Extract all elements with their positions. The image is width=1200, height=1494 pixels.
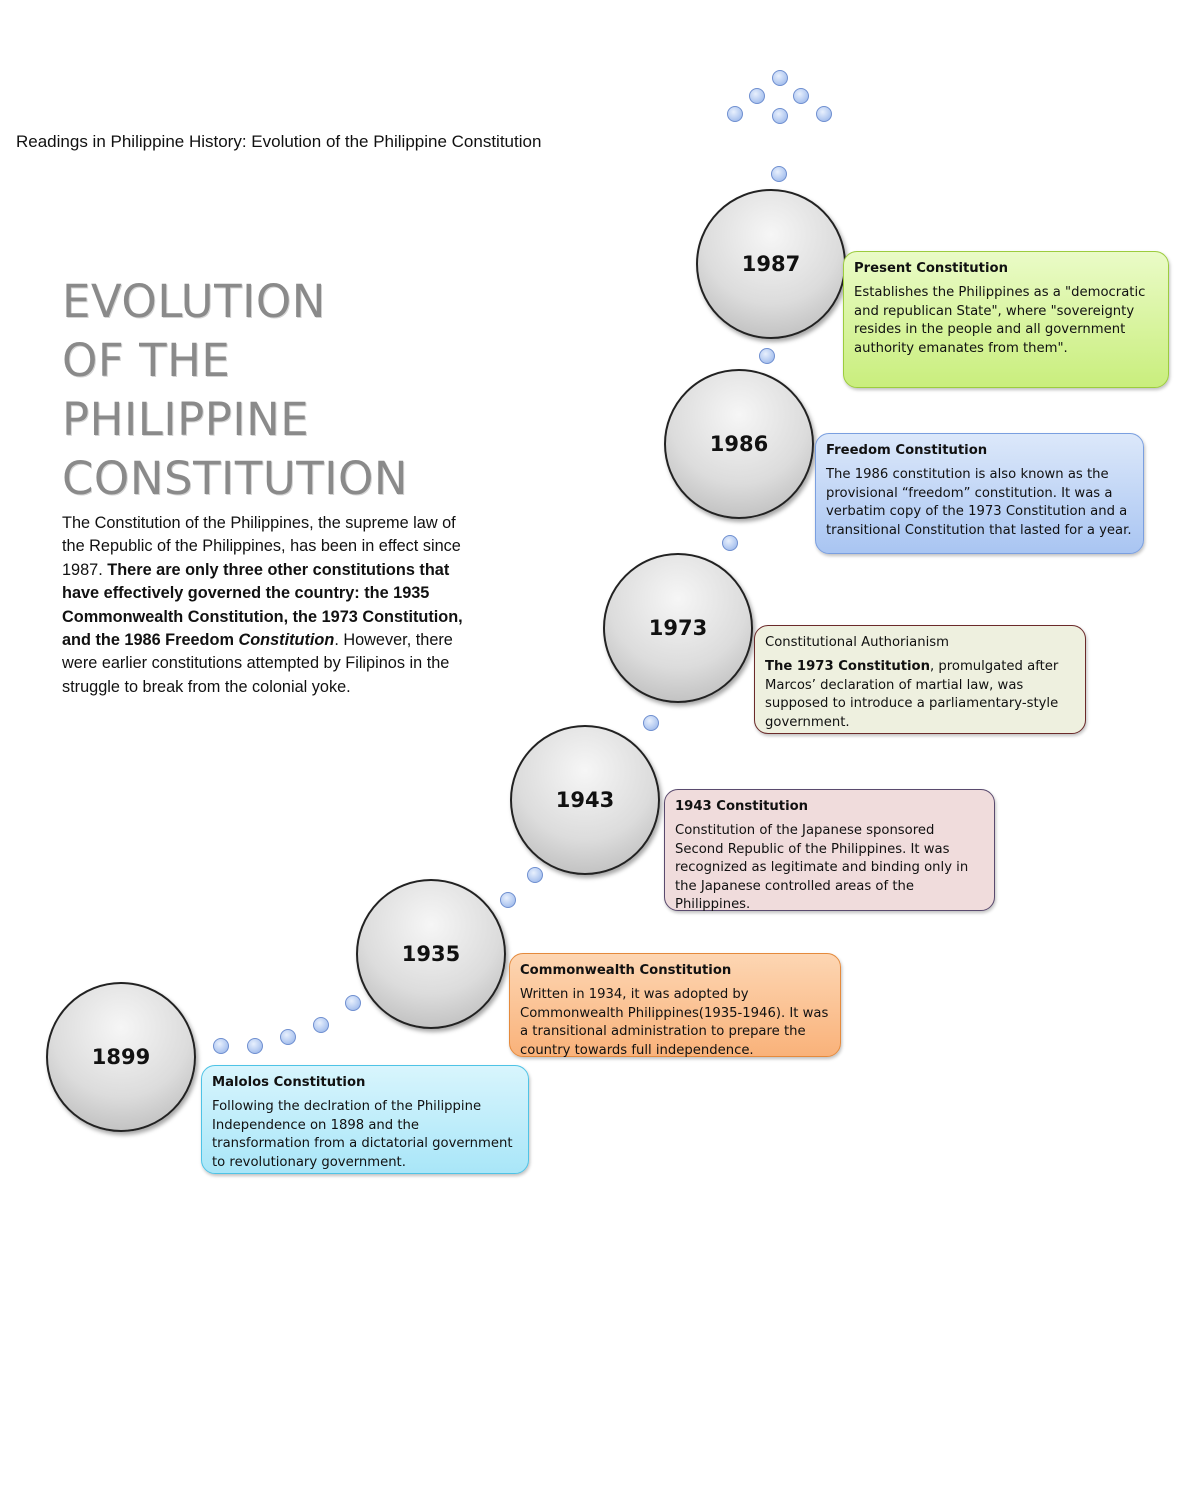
event-body: Establishes the Philippines as a "democratic and republican State", where "sovereignty resides in the people and all government authority emanates from them". [854, 285, 1146, 356]
event-body: Written in 1934, it was adopted by Commonwealth Philippines(1935-1946). It was a transitional administration to prepare the country towards full independence. [520, 987, 829, 1058]
year-circle-1943: 1943 [510, 725, 660, 875]
connector-dot [816, 106, 832, 122]
year-circle-1987: 1987 [696, 189, 846, 339]
event-title: Commonwealth Constitution [520, 963, 732, 978]
event-body [765, 658, 1075, 732]
connector-dot [759, 348, 775, 364]
title-line: EVOLUTION [62, 275, 326, 328]
event-body-text: , promulgated after Marcos’ declaration of martial law, was supposed to introduce a parliamentary-style government. [765, 659, 1059, 730]
connector-dot [771, 166, 787, 182]
connector-dot [345, 995, 361, 1011]
event-body: Constitution of the Japanese sponsored Second Republic of the Philippines. It was recognized as legitimate and binding only in the Japanese controlled areas of the Philippines. [675, 823, 969, 913]
title-line: PHILIPPINE [62, 393, 310, 446]
event-title: Malolos Constitution [212, 1075, 366, 1090]
document-header: Readings in Philippine History: Evolution of the Philippine Constitution [16, 132, 542, 151]
event-box-commonwealth [509, 953, 841, 1057]
event-box-freedom [815, 433, 1144, 554]
connector-dot [313, 1017, 329, 1033]
intro-bold-text: There are only three other constitutions that have effectively governed the country: the 1935 Commonwealth Constitution, the 1973 Constitution, and the 1986 Freedom [62, 560, 463, 650]
event-box-1973 [754, 625, 1086, 734]
title-line: OF THE [62, 334, 231, 387]
connector-dot [727, 106, 743, 122]
event-body-bold: The 1973 Constitution [765, 659, 930, 675]
connector-dot [500, 892, 516, 908]
intro-text: The Constitution of the Philippines, the supreme law of the Republic of the Philippines, has been in effect since 1987. [62, 514, 461, 579]
connector-dot [722, 535, 738, 551]
event-box-malolos [201, 1065, 529, 1174]
intro-paragraph [62, 512, 480, 699]
connector-dot [793, 88, 809, 104]
event-title: 1943 Constitution [675, 799, 809, 814]
event-box-1943 [664, 789, 995, 911]
year-circle-1899: 1899 [46, 982, 196, 1132]
event-body: The 1986 constitution is also known as the provisional “freedom” constitution. It was a verbatim copy of the 1973 Constitution and a transitional Constitution that lasted for a year. [826, 467, 1132, 538]
title-line: CONSTITUTION [62, 452, 409, 505]
connector-dot [772, 70, 788, 86]
main-title [62, 272, 408, 508]
connector-dot [280, 1029, 296, 1045]
connector-dot [749, 88, 765, 104]
year-circle-1935: 1935 [356, 879, 506, 1029]
year-circle-1986: 1986 [664, 369, 814, 519]
connector-dot [527, 867, 543, 883]
connector-dot [772, 108, 788, 124]
intro-bold-italic-text: Constitution [238, 631, 335, 650]
year-circle-1973: 1973 [603, 553, 753, 703]
event-box-present [843, 251, 1169, 388]
connector-dot [643, 715, 659, 731]
connector-dot [247, 1038, 263, 1054]
intro-text-end: . However, there were earlier constitutions attempted by Filipinos in the struggle to break from the colonial yoke. [62, 631, 453, 696]
connector-dot [213, 1038, 229, 1054]
event-title: Present Constitution [854, 261, 1008, 276]
event-title: Freedom Constitution [826, 443, 988, 458]
event-body: Following the declration of the Philippine Independence on 1898 and the transformation from a dictatorial government to revolutionary government. [212, 1099, 513, 1170]
event-title: Constitutional Authorianism [765, 635, 949, 650]
